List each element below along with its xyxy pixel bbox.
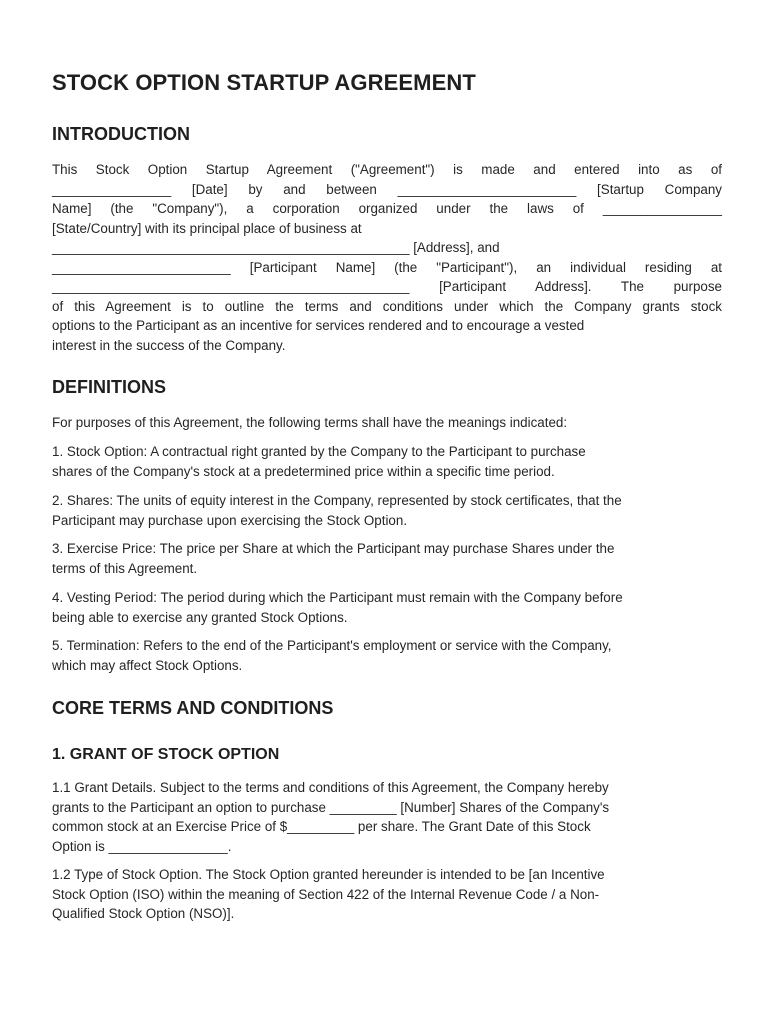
text-line: ________________________________________________ [Participant Address]. The purpose [52,279,722,294]
text-line: Qualified Stock Option (NSO)]. [52,906,235,921]
text-line: which may affect Stock Options. [52,657,243,673]
text-line: ________________ [Date] by and between ________________________ [Startup Company [52,181,722,197]
text-line: 3. Exercise Price: The price per Share at which the Participant may purchase Shares under the [52,541,615,556]
text-line: 1. Stock Option: A contractual right granted by the Company to the Participant to purchase [52,444,586,459]
clause-type-of-stock-option [52,865,722,924]
definition-item-shares [52,491,722,530]
text-line: 5. Termination: Refers to the end of the Participant's employment or service with the Company, [52,638,612,653]
text-line: 4. Vesting Period: The period during which the Participant must remain with the Company before [52,590,623,605]
introduction-paragraph [52,160,722,355]
clause-grant-details [52,778,722,856]
text-line: This Stock Option Startup Agreement ("Agreement") is made and entered into as of [52,162,722,177]
document-title: STOCK OPTION STARTUP AGREEMENT [52,70,476,95]
text-line: 1.2 Type of Stock Option. The Stock Option granted hereunder is intended to be [an Incentive [52,867,605,882]
text-line: 2. Shares: The units of equity interest in the Company, represented by stock certificates, that the [52,493,622,508]
text-line: interest in the success of the Company. [52,337,286,353]
text-line: For purposes of this Agreement, the following terms shall have the meanings indicated: [52,415,568,430]
text-line: grants to the Participant an option to purchase _________ [Number] Shares of the Company's [52,799,610,815]
definition-item-exercise-price [52,539,722,578]
text-line: [State/Country] with its principal place of business at [52,220,362,236]
text-line: shares of the Company's stock at a predetermined price within a specific time period. [52,463,555,479]
text-line: Option is ________________. [52,838,232,854]
text-line: 1.1 Grant Details. Subject to the terms and conditions of this Agreement, the Company hereby [52,780,609,795]
grant-of-stock-option-heading: 1. GRANT OF STOCK OPTION [52,746,280,763]
definition-item-stock-option [52,442,722,481]
text-line: common stock at an Exercise Price of $_________ per share. The Grant Date of this Stock [52,819,591,834]
text-line: of this Agreement is to outline the terms and conditions under which the Company grants stock [52,298,722,314]
text-line: terms of this Agreement. [52,560,198,576]
text-line: Participant may purchase upon exercising the Stock Option. [52,512,408,528]
definitions-intro [52,413,722,433]
text-line: being able to exercise any granted Stock Options. [52,609,348,625]
text-line: ________________________ [Participant Name] (the "Participant"), an individual residing at [52,259,722,275]
definitions-heading: DEFINITIONS [52,377,167,397]
text-line: options to the Participant as an incentive for services rendered and to encourage a vested [52,318,585,333]
text-line: Name] (the "Company"), a corporation organized under the laws of ________________ [52,201,722,216]
text-line: Stock Option (ISO) within the meaning of Section 422 of the Internal Revenue Code / a Non- [52,886,600,902]
introduction-heading: INTRODUCTION [52,124,190,144]
definition-item-vesting-period [52,588,722,627]
core-terms-heading: CORE TERMS AND CONDITIONS [52,698,334,718]
text-line: ________________________________________________ [Address], and [52,240,500,255]
definition-item-termination [52,636,722,675]
